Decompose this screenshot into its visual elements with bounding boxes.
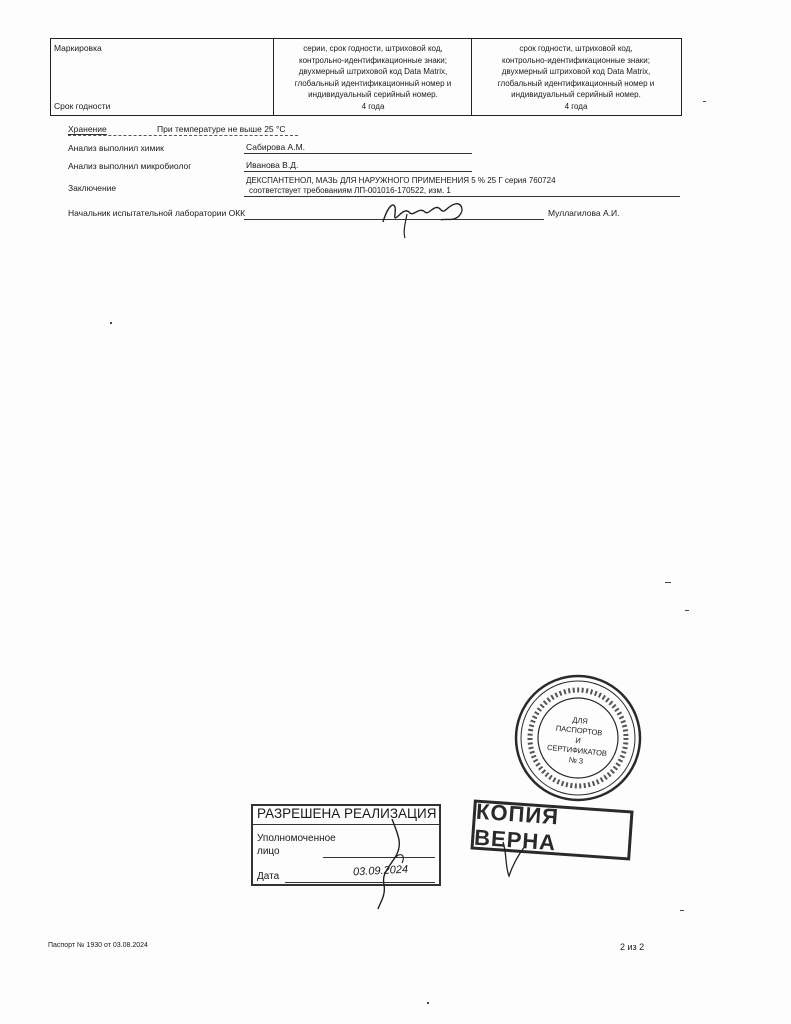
scan-speck <box>665 582 671 583</box>
head-of-lab-name: Муллагилова А.И. <box>548 208 620 218</box>
scan-speck <box>680 910 684 911</box>
round-stamp-center <box>546 713 611 769</box>
marking-cell-2 <box>275 43 471 112</box>
scan-speck <box>685 610 689 611</box>
text-line: двухмерный штриховой код Data Matrix, <box>501 67 651 76</box>
page-number: 2 из 2 <box>620 942 645 952</box>
marking-cell-3 <box>473 43 679 112</box>
text-line: контрольно-идентификационные знаки; <box>298 55 447 65</box>
date-label: Дата <box>257 871 280 882</box>
expiry-value: 4 года <box>564 101 588 111</box>
text-line: глобальный идентификационный номер и <box>497 78 655 88</box>
expiry-value: 4 года <box>361 101 385 111</box>
marking-label: Маркировка <box>54 43 102 53</box>
microbiologist-value: Иванова В.Д. <box>246 160 299 170</box>
table-divider <box>471 39 472 115</box>
conclusion-label: Заключение <box>68 183 117 193</box>
text-line: двухмерный штриховой код Data Matrix, <box>298 67 448 76</box>
specification-table <box>50 38 682 116</box>
date-value: 03.09.2024 <box>352 863 409 879</box>
storage-label: Хранение <box>68 124 107 134</box>
text-line: глобальный идентификационный номер и <box>294 78 452 88</box>
text-line: контрольно-идентификационные знаки; <box>501 55 650 65</box>
table-bottom-border <box>50 115 682 116</box>
text-line: серии, срок годности, штриховой код, <box>303 44 443 53</box>
authorized-person-label-2: лицо <box>257 846 280 857</box>
signature-icon <box>497 840 531 880</box>
authorized-person-label-1: Уполномоченное <box>257 833 336 844</box>
release-stamp-title: РАЗРЕШЕНА РЕАЛИЗАЦИЯ <box>257 806 437 821</box>
scan-speck <box>703 101 706 102</box>
expiry-label: Срок годности <box>54 101 111 111</box>
chemist-value: Сабирова А.М. <box>246 142 306 152</box>
storage-value: При температуре не выше 25 °С <box>157 124 286 134</box>
stamp-line: ПАСПОРТОВ <box>555 723 603 738</box>
text-line: срок годности, штриховой код, <box>519 44 633 53</box>
microbiologist-label: Анализ выполнил микробиолог <box>68 161 192 171</box>
stamp-line: ДЛЯ <box>571 715 589 726</box>
stamp-line: № 3 <box>568 755 584 766</box>
text-line: индивидуальный серийный номер. <box>511 90 641 99</box>
stamp-line: И СЕРТИФИКАТОВ <box>546 735 608 759</box>
chemist-label: Анализ выполнил химик <box>68 143 164 153</box>
signature-icon <box>375 192 470 240</box>
copy-verified-stamp: КОПИЯ ВЕРНА <box>470 799 633 860</box>
scan-speck <box>427 1002 429 1004</box>
passport-number: Паспорт № 1930 от 03.08.2024 <box>48 942 148 949</box>
underline <box>244 153 472 154</box>
scan-speck <box>110 322 112 324</box>
conclusion-line-2: соответствует требованиям ЛП-001016-170522, изм. 1 <box>249 186 451 195</box>
underline <box>244 171 472 172</box>
signature-icon <box>370 815 415 910</box>
conclusion-line-1: ДЕКСПАНТЕНОЛ, МАЗЬ ДЛЯ НАРУЖНОГО ПРИМЕНЕНИЯ 5 % 25 Г серия 760724 <box>246 176 556 185</box>
table-divider <box>273 39 274 115</box>
divider <box>68 135 298 136</box>
head-of-lab-label: Начальник испытательной лаборатории ОКК <box>68 208 246 218</box>
text-line: индивидуальный серийный номер. <box>308 90 438 99</box>
